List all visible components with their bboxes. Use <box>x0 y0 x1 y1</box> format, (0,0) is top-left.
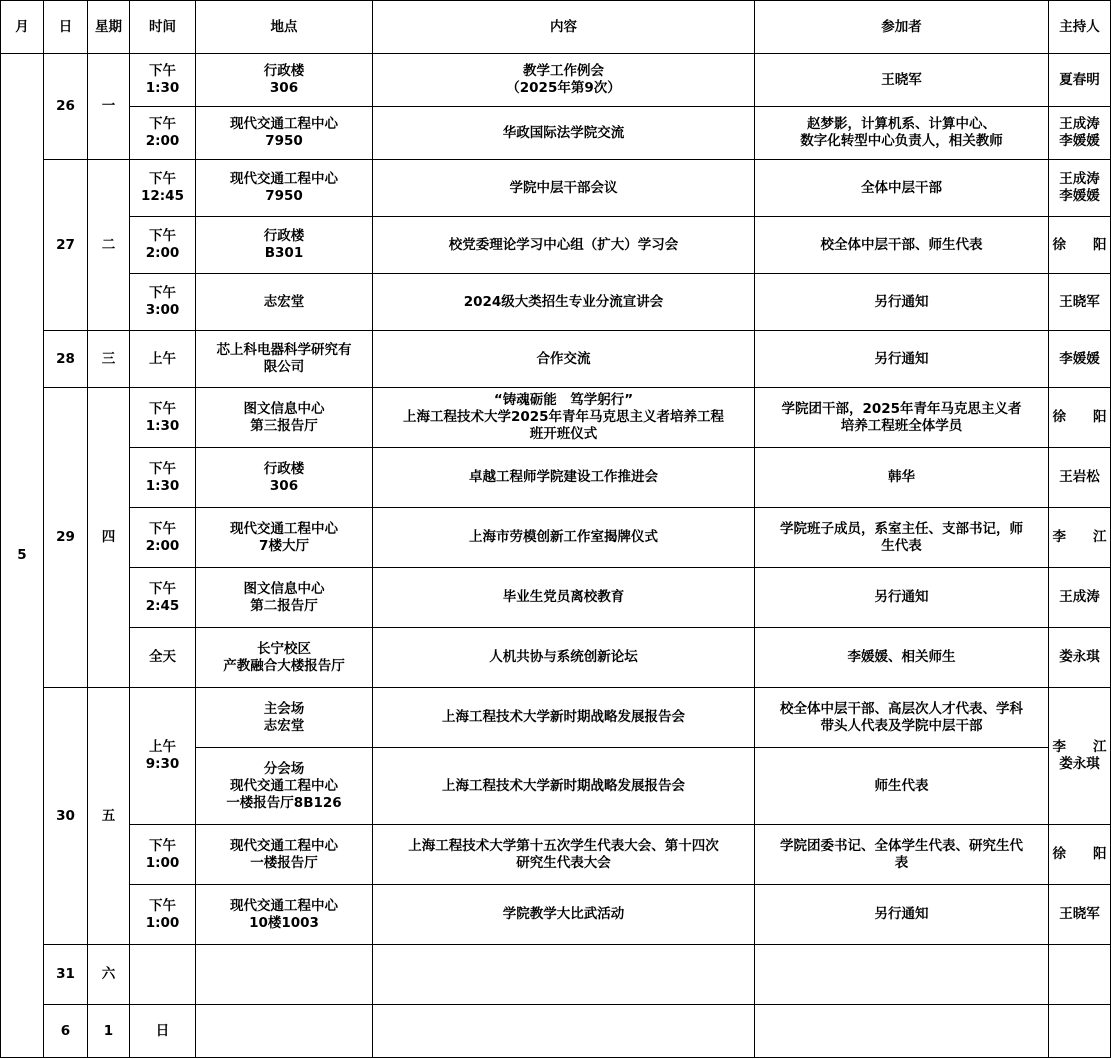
place-cell: 现代交通工程中心 7楼大厅 <box>196 508 373 568</box>
table-row <box>1 388 1111 448</box>
participants-cell: 校全体中层干部、师生代表 <box>755 217 1049 274</box>
host-cell: 王岩松 <box>1049 448 1111 508</box>
day-cell: 26 <box>44 54 88 160</box>
place-cell: 芯上科电器科学研究有 限公司 <box>196 331 373 388</box>
participants-cell: 学院团干部，2025年青年马克思主义者 培养工程班全体学员 <box>755 388 1049 448</box>
table-row <box>1 160 1111 217</box>
content-cell <box>755 1005 1049 1058</box>
place-cell <box>196 945 373 1005</box>
table-row <box>1 568 1111 628</box>
host-cell: 娄永琪 <box>1049 628 1111 688</box>
content-cell: 2024级大类招生专业分流宣讲会 <box>373 274 755 331</box>
content-cell: 学院中层干部会议 <box>373 160 755 217</box>
content-cell: 卓越工程师学院建设工作推进会 <box>373 448 755 508</box>
place-cell: 分会场 现代交通工程中心 一楼报告厅8B126 <box>196 748 373 825</box>
header-month: 月 <box>1 1 44 54</box>
participants-cell: 赵梦影，计算机系、计算中心、 数字化转型中心负责人，相关教师 <box>755 107 1049 160</box>
time-cell: 下午 1:30 <box>130 388 196 448</box>
content-cell: 毕业生党员离校教育 <box>373 568 755 628</box>
content-cell: 人机共协与系统创新论坛 <box>373 628 755 688</box>
day-cell: 28 <box>44 331 88 388</box>
time-cell: 下午 1:30 <box>130 54 196 107</box>
time-cell: 上午 9:30 <box>130 688 196 825</box>
content-cell <box>373 945 755 1005</box>
time-cell <box>196 1005 373 1058</box>
participants-cell: 另行通知 <box>755 885 1049 945</box>
content-cell: 教学工作例会 （2025年第9次） <box>373 54 755 107</box>
host-cell: 徐 阳 <box>1049 388 1111 448</box>
participants-cell: 另行通知 <box>755 274 1049 331</box>
host-cell: 王成涛 <box>1049 568 1111 628</box>
place-cell: 行政楼 306 <box>196 54 373 107</box>
content-cell: 学院教学大比武活动 <box>373 885 755 945</box>
table-row <box>1 448 1111 508</box>
participants-cell: 全体中层干部 <box>755 160 1049 217</box>
day-cell: 31 <box>44 945 88 1005</box>
participants-cell: 王晓军 <box>755 54 1049 107</box>
month-cell: 5 <box>1 54 44 1058</box>
place-cell: 现代交通工程中心 7950 <box>196 160 373 217</box>
place-cell: 志宏堂 <box>196 274 373 331</box>
time-cell: 下午 12:45 <box>130 160 196 217</box>
place-cell: 长宁校区 产教融合大楼报告厅 <box>196 628 373 688</box>
time-cell: 全天 <box>130 628 196 688</box>
place-cell: 现代交通工程中心 一楼报告厅 <box>196 825 373 885</box>
content-cell: 上海市劳模创新工作室揭牌仪式 <box>373 508 755 568</box>
weekday-cell: 一 <box>88 54 130 160</box>
time-cell: 下午 1:00 <box>130 825 196 885</box>
participants-cell: 李媛媛、相关师生 <box>755 628 1049 688</box>
table-row <box>1 825 1111 885</box>
time-cell: 下午 3:00 <box>130 274 196 331</box>
host-cell: 王晓军 <box>1049 885 1111 945</box>
time-cell: 下午 2:45 <box>130 568 196 628</box>
table-row <box>1 508 1111 568</box>
day-cell: 29 <box>44 388 88 688</box>
day-cell: 27 <box>44 160 88 331</box>
host-cell: 夏春明 <box>1049 54 1111 107</box>
header-time: 时间 <box>130 1 196 54</box>
place-cell: 现代交通工程中心 10楼1003 <box>196 885 373 945</box>
time-cell <box>130 945 196 1005</box>
time-cell: 下午 2:00 <box>130 107 196 160</box>
weekday-cell: 日 <box>130 1005 196 1058</box>
time-cell: 下午 1:00 <box>130 885 196 945</box>
participants-cell: 校全体中层干部、高层次人才代表、学科 带头人代表及学院中层干部 <box>755 688 1049 748</box>
content-cell: 上海工程技术大学新时期战略发展报告会 <box>373 748 755 825</box>
day-cell: 1 <box>88 1005 130 1058</box>
content-cell: 上海工程技术大学新时期战略发展报告会 <box>373 688 755 748</box>
month-cell: 6 <box>44 1005 88 1058</box>
host-cell: 李媛媛 <box>1049 331 1111 388</box>
place-cell: 主会场 志宏堂 <box>196 688 373 748</box>
content-cell: 校党委理论学习中心组（扩大）学习会 <box>373 217 755 274</box>
table-row <box>1 1005 1111 1058</box>
table-row <box>1 331 1111 388</box>
place-cell: 图文信息中心 第三报告厅 <box>196 388 373 448</box>
header-weekday: 星期 <box>88 1 130 54</box>
time-cell: 下午 1:30 <box>130 448 196 508</box>
participants-cell: 学院团委书记、全体学生代表、研究生代 表 <box>755 825 1049 885</box>
place-cell <box>373 1005 755 1058</box>
table-row <box>1 274 1111 331</box>
weekday-cell: 三 <box>88 331 130 388</box>
time-cell: 下午 2:00 <box>130 508 196 568</box>
host-cell: 李 江 娄永琪 <box>1049 688 1111 825</box>
content-cell: 上海工程技术大学第十五次学生代表大会、第十四次 研究生代表大会 <box>373 825 755 885</box>
header-content: 内容 <box>373 1 755 54</box>
header-day: 日 <box>44 1 88 54</box>
table-row <box>1 107 1111 160</box>
day-cell: 30 <box>44 688 88 945</box>
participants-cell <box>755 945 1049 1005</box>
weekday-cell: 六 <box>88 945 130 1005</box>
participants-cell: 另行通知 <box>755 331 1049 388</box>
table-row <box>1 945 1111 1005</box>
weekday-cell: 二 <box>88 160 130 331</box>
header-host: 主持人 <box>1049 1 1111 54</box>
host-cell: 徐 阳 <box>1049 825 1111 885</box>
participants-cell: 另行通知 <box>755 568 1049 628</box>
participants-cell: 韩华 <box>755 448 1049 508</box>
table-row <box>1 217 1111 274</box>
header-row <box>1 1 1111 54</box>
table-row <box>1 54 1111 107</box>
host-cell: 王成涛 李媛媛 <box>1049 160 1111 217</box>
content-cell: 华政国际法学院交流 <box>373 107 755 160</box>
place-cell: 现代交通工程中心 7950 <box>196 107 373 160</box>
header-place: 地点 <box>196 1 373 54</box>
place-cell: 行政楼 B301 <box>196 217 373 274</box>
time-cell: 上午 <box>130 331 196 388</box>
participants-cell: 师生代表 <box>755 748 1049 825</box>
table-row <box>1 885 1111 945</box>
content-cell: 合作交流 <box>373 331 755 388</box>
host-cell: 王成涛 李媛媛 <box>1049 107 1111 160</box>
table-row <box>1 688 1111 748</box>
table-row <box>1 628 1111 688</box>
place-cell: 图文信息中心 第二报告厅 <box>196 568 373 628</box>
weekday-cell: 四 <box>88 388 130 688</box>
content-cell: “铸魂砺能 笃学躬行” 上海工程技术大学2025年青年马克思主义者培养工程 班开班仪式 <box>373 388 755 448</box>
host-cell: 王晓军 <box>1049 274 1111 331</box>
host-cell: 李 江 <box>1049 508 1111 568</box>
participants-cell <box>1049 1005 1111 1058</box>
header-participants: 参加者 <box>755 1 1049 54</box>
host-cell <box>1049 945 1111 1005</box>
time-cell: 下午 2:00 <box>130 217 196 274</box>
participants-cell: 学院班子成员，系室主任、支部书记，师 生代表 <box>755 508 1049 568</box>
place-cell: 行政楼 306 <box>196 448 373 508</box>
host-cell: 徐 阳 <box>1049 217 1111 274</box>
weekday-cell: 五 <box>88 688 130 945</box>
